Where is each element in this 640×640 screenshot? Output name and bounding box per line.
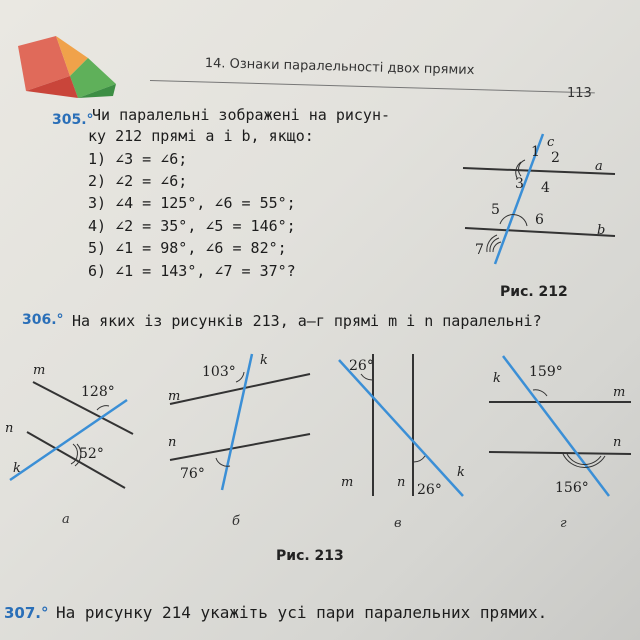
angle-label-6: 6 [535,212,544,228]
angle-label-2: 2 [551,150,560,166]
angle-label-128: 128° [81,384,115,400]
exercise-305-item: 3) ∠4 = 125°, ∠6 = 55°; [88,194,296,212]
angle-label-3: 3 [515,176,524,192]
label-m: m [168,389,181,404]
exercise-306-number: 306.° [22,312,64,328]
figure-213-caption: Рис. 213 [276,548,344,564]
panel-label-g: г [560,516,567,531]
line-a [463,168,615,174]
exercise-307-number: 307.° [4,604,49,622]
label-k: k [493,371,501,386]
line-n [489,452,631,454]
exercise-305-item: 4) ∠2 = 35°, ∠5 = 146°; [88,217,296,235]
angle-label-4: 4 [541,180,550,196]
label-m: m [341,475,354,490]
line-b [465,228,615,236]
label-m: m [613,385,626,400]
angle-label-52: 52° [79,446,104,462]
exercise-305-item: 6) ∠1 = 143°, ∠7 = 37°? [88,262,296,280]
angle-label-103: 103° [202,364,236,380]
label-k: k [457,465,465,480]
figure-213-b [160,350,320,495]
exercise-305-item: 2) ∠2 = ∠6; [88,172,188,190]
label-n: n [168,435,177,450]
figure-212-caption: Рис. 212 [500,284,568,300]
label-n: n [613,435,622,450]
label-n: n [5,421,14,436]
label-k: k [260,353,268,368]
exercise-305-line2: ку 212 прямі a і b, якщо: [88,127,314,145]
angle-label-156: 156° [555,480,589,496]
label-a: a [595,159,603,174]
page-header-title: 14. Ознаки паралельності двох прямих [204,56,475,79]
panel-label-a: а [62,512,70,527]
figure-213-a [5,360,140,490]
exercise-305-item: 5) ∠1 = 98°, ∠6 = 82°; [88,239,287,257]
angle-label-159: 159° [529,364,563,380]
figure-212 [445,130,625,270]
angle-label-7: 7 [475,242,484,258]
exercise-306-text: На яких із рисунків 213, а–г прямі m і n паралельні? [72,312,542,330]
section-logo-icon [18,36,118,98]
line-m [170,374,310,404]
exercise-305-number: 305.° [52,112,94,128]
angle-label-26-bottom: 26° [417,482,442,498]
label-k: k [13,461,21,476]
label-m: m [33,363,46,378]
page-number: 113 [567,86,592,101]
figure-213-g [485,350,635,500]
figure-213-v [325,350,475,500]
panel-label-v: в [394,516,402,531]
exercise-305-item: 1) ∠3 = ∠6; [88,150,188,168]
transversal-k [10,400,127,480]
angle-label-76: 76° [180,466,205,482]
angle-label-1: 1 [531,144,540,160]
label-b: b [597,223,606,238]
label-n: n [397,475,406,490]
angle-label-26-top: 26° [349,358,374,374]
panel-label-b: б [232,514,240,529]
exercise-305-line1: Чи паралельні зображені на рисун- [92,106,391,124]
label-c: c [547,135,555,150]
line-n [170,434,310,460]
exercise-307-text: На рисунку 214 укажіть усі пари паралельних прямих. [56,603,548,622]
header-rule [150,80,595,93]
angle-label-5: 5 [491,202,500,218]
